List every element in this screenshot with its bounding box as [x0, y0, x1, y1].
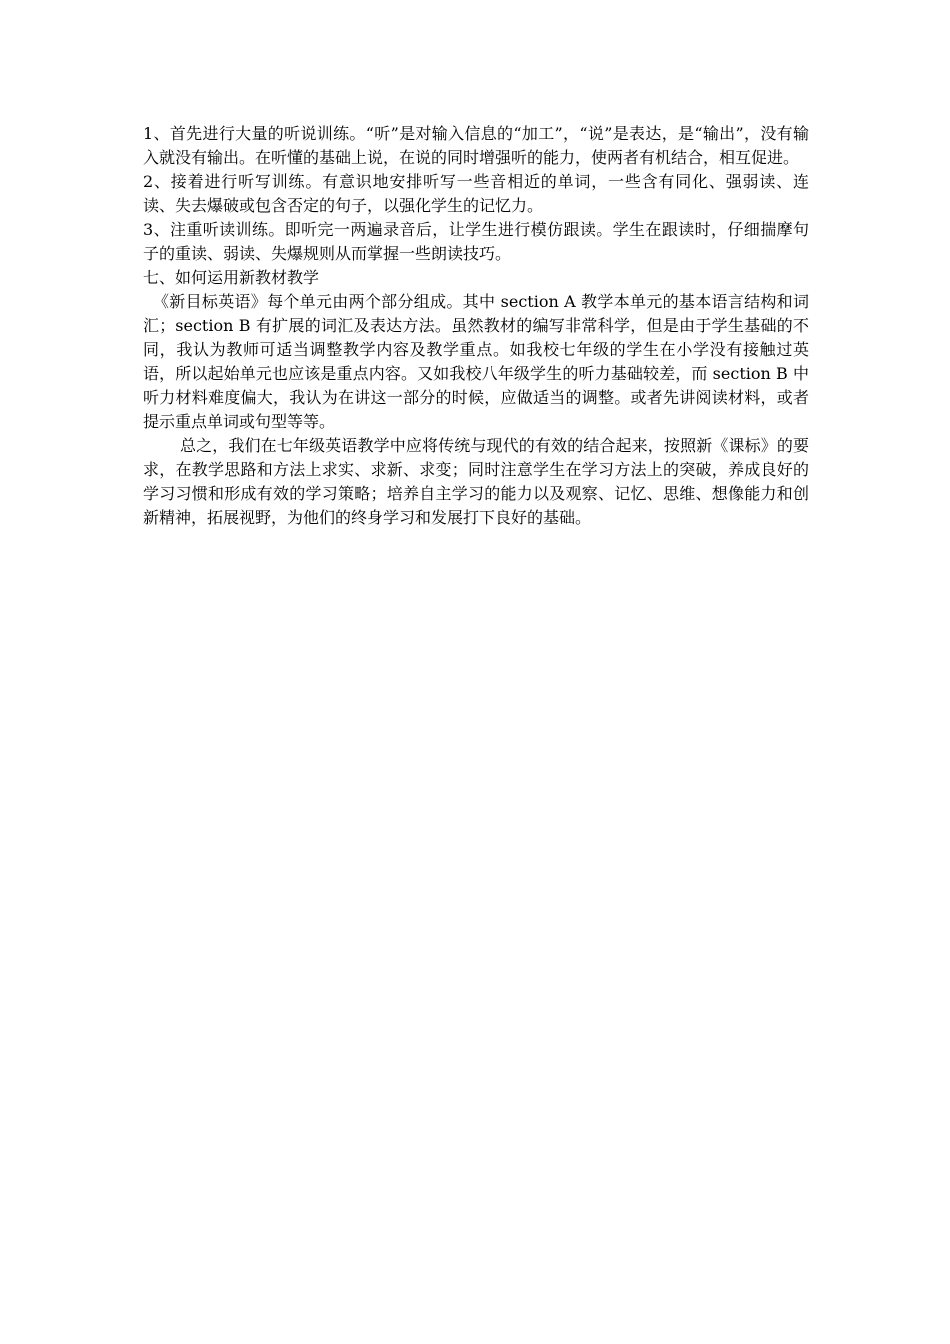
section-heading: 七、如何运用新教材教学 — [143, 268, 320, 287]
paragraph-listening-speaking: 1、首先进行大量的听说训练。“听”是对输入信息的“加工”，“说”是表达，是“输出”，没有输入就没有输出。在听懂的基础上说，在说的同时增强听的能力，使两者有机结合，相互促进。 — [143, 124, 809, 167]
paragraph-conclusion: 总之，我们在七年级英语教学中应将传统与现代的有效的结合起来，按照新《课标》的要求，在教学思路和方法上求实、求新、求变；同时注意学生在学习方法上的突破，养成良好的学习习惯和形成有效的学习策略；培养自主学习的能力以及观察、记忆、思维、想像能力和创新精神，拓展视野，为他们的终身学习和发展打下良好的基础。 — [143, 436, 809, 527]
paragraph-dictation: 2、接着进行听写训练。有意识地安排听写一些音相近的单词，一些含有同化、强弱读、连读、失去爆破或包含否定的句子，以强化学生的记忆力。 — [143, 172, 809, 215]
paragraph-listening-reading: 3、注重听读训练。即听完一两遍录音后，让学生进行模仿跟读。学生在跟读时，仔细揣摩句子的重读、弱读、失爆规则从而掌握一些朗读技巧。 — [143, 220, 809, 263]
document-body — [143, 122, 809, 530]
paragraph-textbook: 《新目标英语》每个单元由两个部分组成。其中 section A 教学本单元的基本语言结构和词汇；section B 有扩展的词汇及表达方法。虽然教材的编写非常科学，但是由于学生基础的不同，我认为教师可适当调整教学内容及教学重点。如我校七年级的学生在小学没有接触过英语，所以起始单元也应该是重点内容。又如我校八年级学生的听力基础较差，而 section B 中听力材料难度偏大，我认为在讲这一部分的时候，应做适当的调整。或者先讲阅读材料，或者提示重点单词或句型等等。 — [143, 292, 809, 431]
